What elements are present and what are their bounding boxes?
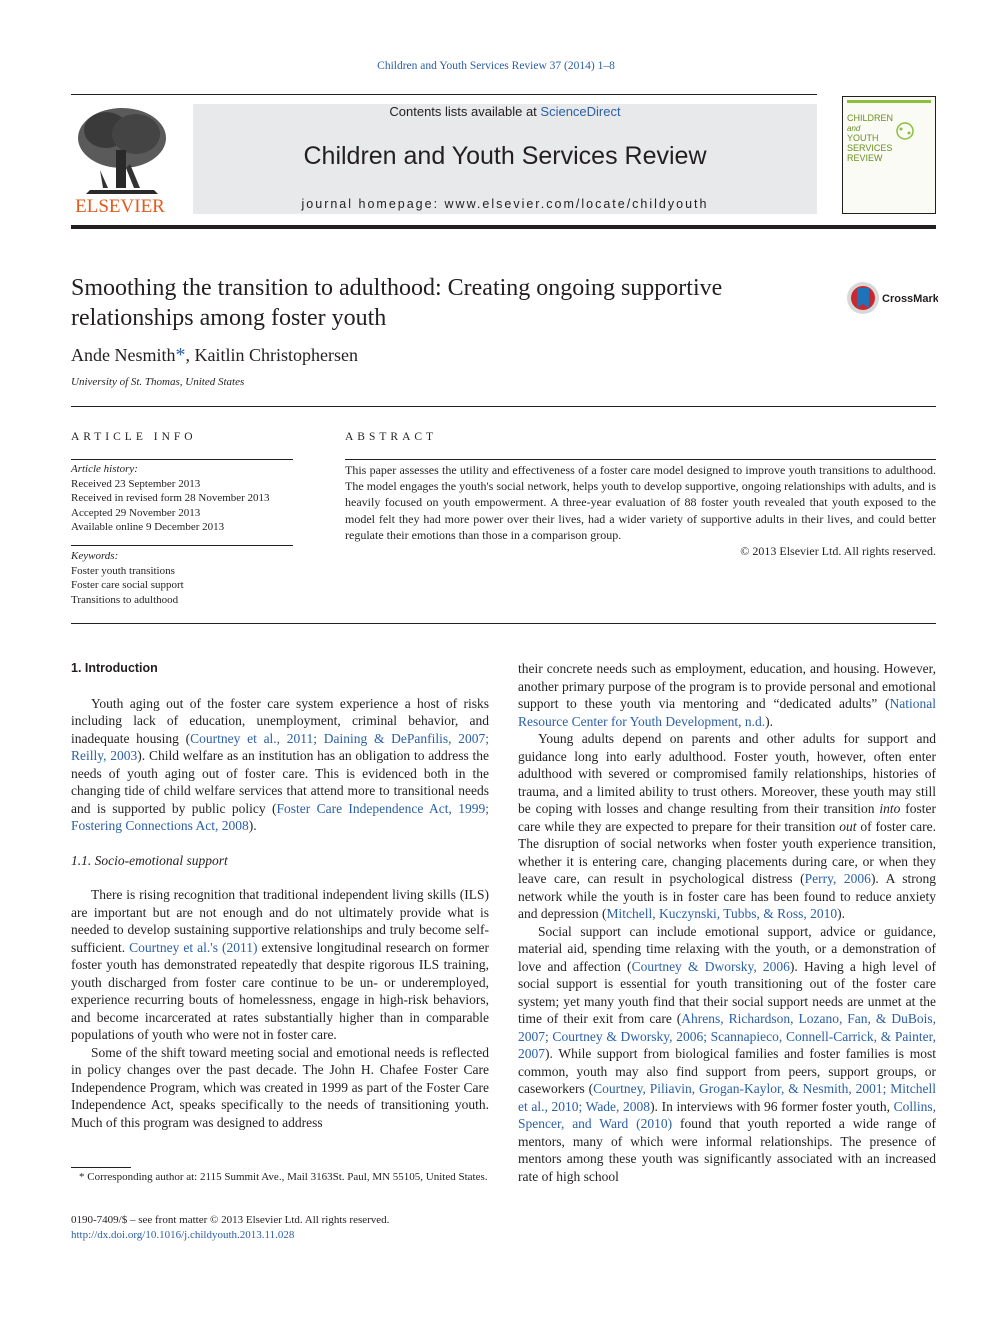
- author-name[interactable]: Kaitlin Christophersen: [194, 345, 358, 365]
- svg-text:YOUTH: YOUTH: [847, 133, 879, 143]
- paragraph: [518, 660, 936, 730]
- history-item: Received 23 September 2013: [71, 477, 201, 490]
- keywords: [71, 549, 293, 607]
- journal-cover-icon: [843, 97, 935, 213]
- paragraph: [71, 695, 489, 835]
- author-affiliation: University of St. Thomas, United States: [71, 376, 245, 388]
- paragraph-text: ).: [248, 818, 257, 833]
- author-list: [71, 344, 358, 367]
- citation-link[interactable]: Collins, Spencer, and Ward (2010): [518, 1098, 936, 1131]
- citation-link[interactable]: Foster Care Independence Act, 1999; Fostering Connections Act, 2008: [71, 800, 489, 833]
- paragraph-text: their concrete needs such as employment, education, and housing. However, another primary purpose of the program is to provide personal and emotional support to these youth via mentoring and “dedicated adults” (: [518, 661, 936, 711]
- svg-text:and: and: [847, 124, 861, 133]
- keyword-item: Foster youth transitions: [71, 564, 175, 577]
- issn-block: [71, 1213, 389, 1243]
- sciencedirect-link[interactable]: ScienceDirect: [540, 104, 621, 119]
- abstract-body: This paper assesses the utility and effectiveness of a foster care model designed to improve youth transitions to adulthood. The model engages the youth's social network, helps youth to develop supportive, ongoing relationships with adults, and is heavily focused on youth empowerment. A three-year evaluation of 88 foster youth revealed that youth exposed to the model felt they had more power over their lives, had a wider variety of supportive adults in their lives, and could better regulate their emotions than those in a comparison group.: [345, 463, 936, 542]
- history-item: Accepted 29 November 2013: [71, 506, 201, 519]
- paragraph-text: ).: [837, 906, 846, 921]
- abstract-rule: [345, 459, 936, 460]
- paragraph-text: Young adults depend on parents and other adults for support and guidance long into early adulthood. Foster youth, however, often enter adulthood with severed or compromised family relationships, histories of trauma, and a limited ability to trust others. Moreover, these youth may still be coping with losses and change resulting from their transition: [518, 731, 936, 816]
- issn-line: 0190-7409/$ – see front matter © 2013 Elsevier Ltd. All rights reserved.: [71, 1214, 390, 1226]
- section-heading: 1. Introduction: [71, 661, 158, 675]
- history-item: Received in revised form 28 November 2013: [71, 492, 270, 504]
- keyword-item: Foster care social support: [71, 579, 184, 591]
- paragraph-text: Youth aging out of the foster care system experience a host of risks including lack of education, unemployment, criminal behavior, and inadequate housing (: [71, 695, 489, 746]
- svg-text:SERVICES: SERVICES: [847, 143, 893, 153]
- abstract-heading: ABSTRACT: [345, 431, 438, 443]
- header-rule: [71, 94, 817, 95]
- paragraph: Some of the shift toward meeting social and emotional needs is reflected in policy changes over the past decade. The John H. Chafee Foster Care Independence Program, which was created in 1999 as part of the Foster Care Independence Act, speaks specifically to the needs of transitioning youth. Much of this program was designed to address: [71, 1044, 489, 1130]
- citation-link[interactable]: National Resource Center for Youth Development, n.d.: [518, 696, 936, 729]
- svg-text:ELSEVIER: ELSEVIER: [75, 196, 165, 216]
- article-title: Smoothing the transition to adulthood: Creating ongoing supportive relationships among foster youth: [71, 275, 723, 331]
- elsevier-tree-icon: [70, 104, 170, 216]
- header-thick-rule: [71, 225, 936, 229]
- paragraph-text: ). In interviews with 96 former foster youth,: [650, 1098, 894, 1114]
- paragraph: [71, 886, 489, 1044]
- paragraph-text: ). While support from biological families and foster families is most common, youth may also find support from peers, support groups, or caseworkers (: [518, 1046, 936, 1096]
- citation-link[interactable]: Perry, 2006: [804, 871, 871, 886]
- author-separator: ,: [185, 345, 195, 365]
- svg-text:CHILDREN: CHILDREN: [847, 113, 894, 123]
- body-column-right: [518, 660, 936, 1185]
- keyword-item: Transitions to adulthood: [71, 593, 179, 606]
- paragraph-text: There is rising recognition that traditional independent living skills (ILS) are important but are not enough and do not ultimately provide what is needed to develop sustaining supportive relationships and truly become self-sufficient.: [71, 887, 489, 955]
- journal-title: Children and Youth Services Review: [303, 142, 707, 170]
- paragraph-text: ). Having a high level of social support is essential for youth transitioning out of the foster care system; yet many youth find that their social support needs are unmet at the time of their exit from care (: [518, 958, 936, 1026]
- contents-prefix: Contents lists available at: [389, 104, 541, 119]
- info-rule: [71, 545, 293, 546]
- citation-link[interactable]: Courtney, Piliavin, Grogan-Kaylor, & Nesmith, 2001; Mitchell et al., 2010; Wade, 2008: [518, 1081, 936, 1114]
- paragraph-text: found that youth reported a wide range of mentors, many of which were informal relationships. The presence of mentors among these youth was significantly associated with an increased rate of high school: [518, 1116, 936, 1184]
- paragraph-text: ). A strong network while the youth is in foster care has been found to reduce anxiety and depression (: [518, 871, 936, 921]
- crossmark-badge[interactable]: [846, 280, 938, 318]
- info-rule: [71, 459, 293, 460]
- journal-cover-thumbnail[interactable]: [842, 96, 936, 214]
- journal-homepage[interactable]: journal homepage: www.elsevier.com/locate/childyouth: [301, 197, 709, 211]
- author-name[interactable]: Ande Nesmith: [71, 345, 176, 365]
- history-label: Article history:: [71, 463, 138, 475]
- footnote-marker: *: [79, 1171, 85, 1183]
- doi-link[interactable]: http://dx.doi.org/10.1016/j.childyouth.2013.11.028: [71, 1229, 295, 1241]
- crossmark-icon: [846, 280, 938, 318]
- footnote: [71, 1170, 489, 1185]
- paragraph-text: extensive longitudinal research on former foster youth has demonstrated repeatedly that despite rigorous ILS training, youth discharged from foster care continue to be un- or underemployed, experience recurring bouts of homelessness, engage in high-risk behaviors, and become incarcerated at rates substantially higher than in comparable populations of youth who were not in foster care.: [71, 939, 489, 1042]
- keywords-label: Keywords:: [71, 550, 119, 562]
- paragraph: [518, 730, 936, 923]
- section-rule: [71, 406, 936, 407]
- citation-link[interactable]: Courtney et al.'s (2011): [129, 939, 258, 955]
- body-column-left: [71, 660, 489, 1131]
- svg-text:REVIEW: REVIEW: [847, 153, 883, 163]
- svg-text:CrossMark: CrossMark: [882, 293, 938, 305]
- citation-link[interactable]: Courtney & Dworsky, 2006: [631, 958, 790, 974]
- paragraph-text: ).: [765, 713, 773, 729]
- journal-reference[interactable]: Children and Youth Services Review 37 (2014) 1–8: [377, 60, 615, 72]
- citation-link[interactable]: Courtney et al., 2011; Daining & DePanfilis, 2007; Reilly, 2003: [71, 730, 489, 763]
- paragraph: [518, 923, 936, 1186]
- footnote-text: Corresponding author at: 2115 Summit Ave., Mail 3163St. Paul, MN 55105, United States.: [84, 1171, 488, 1183]
- elsevier-logo: [70, 104, 170, 216]
- paragraph-text: foster care while they are expected to prepare for their transition: [518, 801, 936, 834]
- contents-line: [193, 104, 817, 119]
- paragraph-text: Social support can include emotional support, advice or guidance, material aid, spending time relaxing with the youth, or a demonstration of love and affection (: [518, 923, 936, 974]
- abstract-copyright: © 2013 Elsevier Ltd. All rights reserved.: [740, 544, 936, 559]
- history-item: Available online 9 December 2013: [71, 521, 225, 533]
- emphasis: out: [839, 818, 857, 834]
- article-history: [71, 462, 293, 535]
- section-rule: [71, 623, 936, 624]
- emphasis: into: [879, 801, 901, 816]
- paragraph-text: of foster care. The disruption of social networks when foster youth experience transition, whether it is entering care, changing placements during care, or when they leave care, can result in psychological distress (: [518, 818, 936, 886]
- paragraph-text: ). Child welfare as an institution has an obligation to address the needs of youth aging out of foster care. This is evidenced both in the changing tide of child welfare services that attend more to transitional needs and is supported by public policy (: [71, 748, 489, 816]
- article-info-heading: ARTICLE INFO: [71, 431, 197, 443]
- footnote-rule: [71, 1167, 131, 1168]
- abstract: [345, 462, 936, 559]
- corresponding-author-marker[interactable]: *: [175, 344, 186, 366]
- citation-link[interactable]: Ahrens, Richardson, Lozano, Fan, & DuBois, 2007; Courtney & Dworsky, 2006; Scannapieco, Connell-Carrick, & Painter, 2007: [518, 1011, 936, 1061]
- subsection-heading: 1.1. Socio-emotional support: [71, 852, 228, 868]
- citation-link[interactable]: Mitchell, Kuczynski, Tubbs, & Ross, 2010: [606, 906, 838, 921]
